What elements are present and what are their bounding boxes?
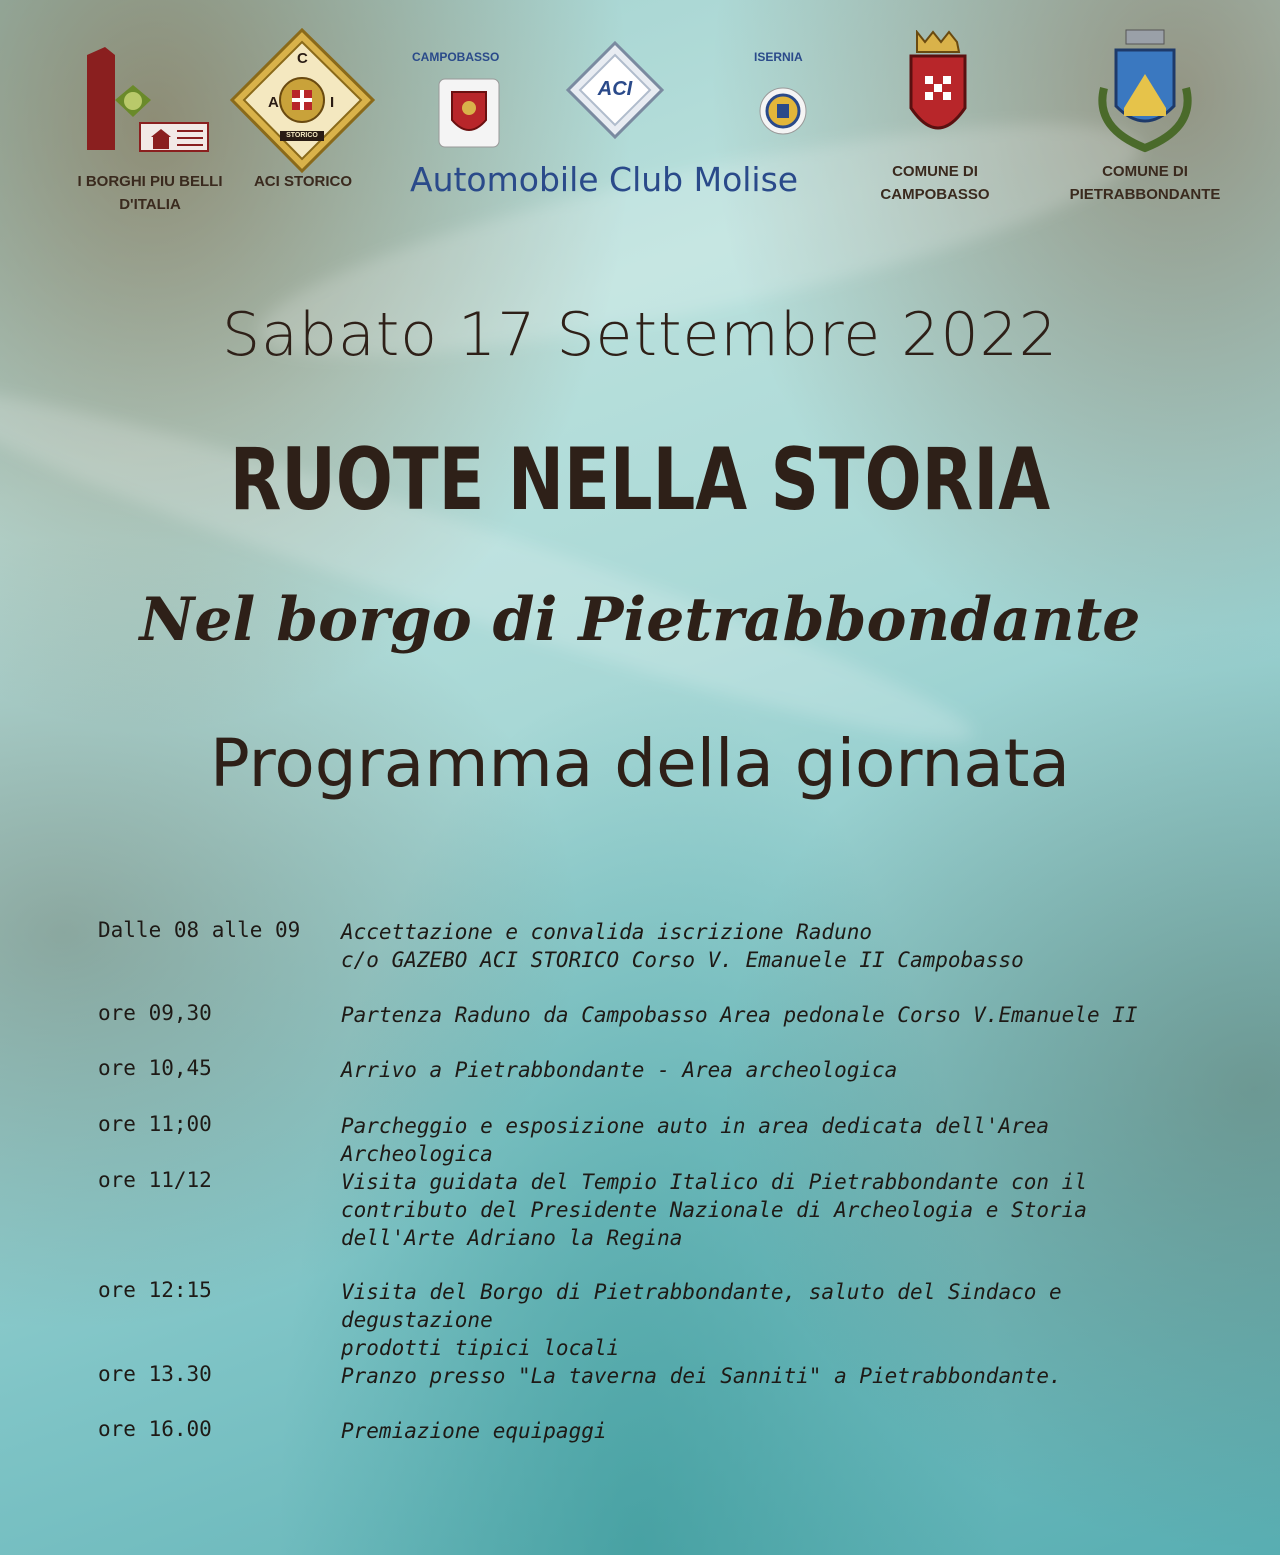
isernia-crest-icon (758, 86, 808, 136)
schedule-time: ore 11/12 (98, 1168, 212, 1192)
schedule-time: ore 16.00 (98, 1417, 212, 1441)
comune-pietrabbondante-label-1: COMUNE DI (1102, 163, 1188, 180)
schedule-desc: Visita guidata del Tempio Italico di Pietrabbondante con il contributo del Presidente Nazionale di Archeologia e Storia dell'Arte Adriano la Regina (341, 1170, 1087, 1250)
borghi-label-1: I BORGHI PIU BELLI (77, 173, 223, 190)
event-title: RUOTE NELLA STORIA (229, 430, 1051, 530)
event-date: Sabato 17 Settembre 2022 (222, 300, 1058, 370)
automobile-club-text: Automobile Club Molise (410, 160, 799, 199)
comune-pietrabbondante-crest-icon (1090, 28, 1200, 153)
borghi-logo (85, 45, 210, 155)
schedule-desc: Accettazione e convalida iscrizione Raduno c/o GAZEBO ACI STORICO Corso V. Emanuele II Campobasso (341, 920, 1024, 972)
isernia-small-label: ISERNIA (754, 50, 803, 64)
campobasso-small-label: CAMPOBASSO (412, 50, 500, 64)
comune-campobasso-crest-icon (905, 30, 971, 150)
schedule-desc: Pranzo presso "La taverna dei Sanniti" a Pietrabbondante. (341, 1364, 1062, 1388)
aci-badge-icon (565, 40, 665, 140)
schedule-time: ore 10,45 (98, 1056, 212, 1080)
aci-storico-band-text: STORICO (286, 132, 318, 139)
schedule-time: ore 11;00 (98, 1112, 212, 1136)
schedule-desc: Partenza Raduno da Campobasso Area pedonale Corso V.Emanuele II (341, 1003, 1138, 1027)
schedule-desc: Parcheggio e esposizione auto in area dedicata dell'Area Archeologica (341, 1114, 1050, 1166)
borghi-label-2: D'ITALIA (119, 196, 181, 213)
schedule-time: ore 13.30 (98, 1362, 212, 1386)
schedule-desc: Arrivo a Pietrabbondante - Area archeologica (341, 1058, 898, 1082)
campobasso-crest-icon (438, 78, 500, 148)
schedule-desc: Visita del Borgo di Pietrabbondante, saluto del Sindaco e degustazione prodotti tipici locali (341, 1280, 1062, 1360)
schedule-time: ore 09,30 (98, 1001, 212, 1025)
comune-campobasso-label-2: CAMPOBASSO (880, 186, 990, 203)
schedule-list (98, 918, 1198, 1478)
comune-pietrabbondante-label-2: PIETRABBONDANTE (1069, 186, 1221, 203)
aci-storico-label: ACI STORICO (253, 173, 353, 190)
aci-storico-letter-i: I (330, 94, 335, 111)
schedule-time: Dalle 08 alle 09 (98, 918, 301, 942)
aci-badge-text: ACI (597, 78, 633, 100)
light-streak (0, 352, 987, 778)
schedule-desc: Premiazione equipaggi (341, 1419, 607, 1443)
aci-storico-letter-c: C (297, 50, 308, 67)
aci-storico-logo (230, 28, 375, 173)
aci-storico-letter-a: A (268, 94, 279, 111)
comune-campobasso-label-1: COMUNE DI (892, 163, 978, 180)
schedule-time: ore 12:15 (98, 1278, 212, 1302)
programme-heading: Programma della giornata (210, 725, 1070, 802)
event-subtitle: Nel borgo di Pietrabbondante (139, 585, 1141, 655)
